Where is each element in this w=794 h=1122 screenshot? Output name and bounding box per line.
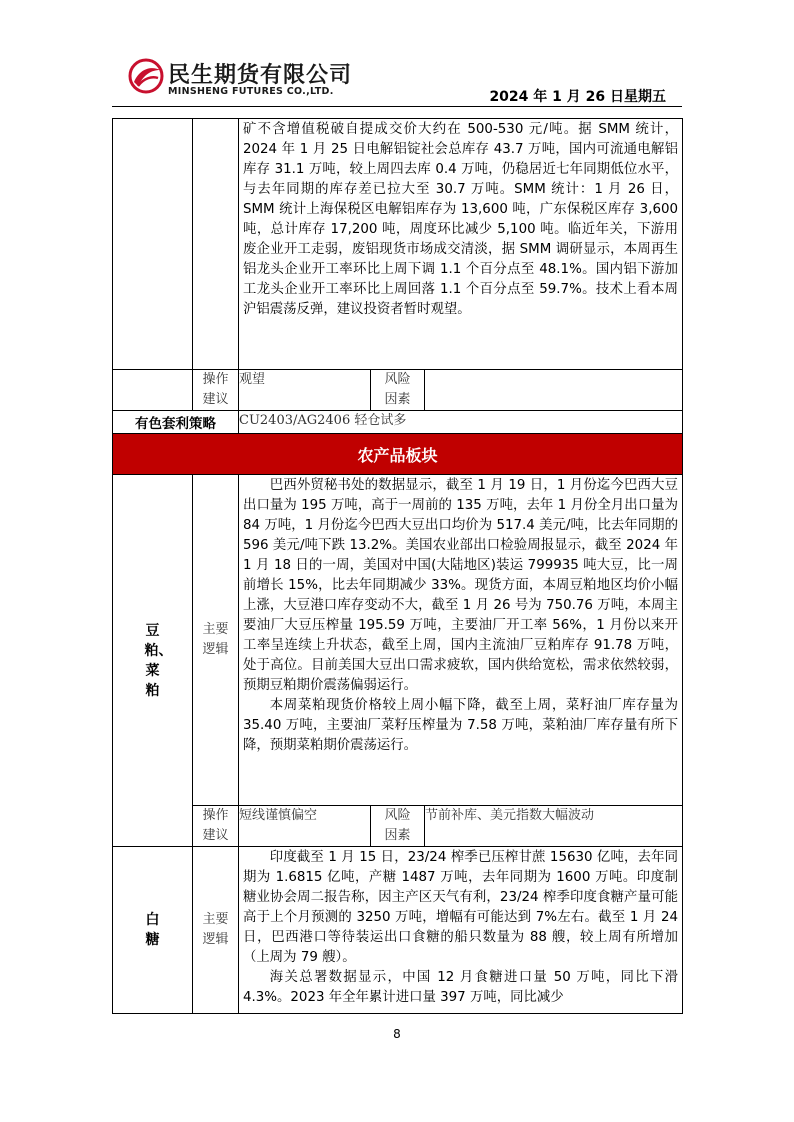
sugar-logic-row xyxy=(113,847,683,1014)
aluminium-logic-text: 矿不含增值税破自提成交价大约在 500-530 元/吨。据 SMM 统计，2024 年 1 月 25 日电解铝锭社会总库存 43.7 万吨，国内可流通电解铝库存 31.1 万吨，较上周四去库 0.4 万吨，仍稳居近七年同期低位水平，与去年同期的库存差已拉大至 30.7 万吨。SMM 统计：1 月 26 日，SMM 统计上海保税区电解铝库存为 13,600 吨，广东保税区库存 3,600 吨，总计库存 17,200 吨，周度环比减少 5,100 吨。临近年关，下游用废企业开工走弱，废铝现货市场成交清淡，据 SMM 调研显示，本周再生铝龙头企业开工率环比上周下调 1.1 个百分点至 48.1%。国内铝下游加工龙头企业开工率环比上周回落 1.1 个百分点至 59.7%。技术上看本周沪铝震荡反弹，建议投资者暂时观望。 xyxy=(243,122,679,317)
sugar-para-2: 海关总署数据显示，中国 12 月食糖进口量 50 万吨，同比下滑 4.3%。2023 年全年累计进口量 397 万吨，同比减少 xyxy=(243,970,679,1005)
risk-value xyxy=(425,370,683,411)
commodity-sugar: 白糖 xyxy=(113,847,193,1014)
commodity-soymeal: 豆粕、菜粕 xyxy=(113,475,193,847)
page-number: 8 xyxy=(393,1027,401,1041)
logic-label: 主要逻辑 xyxy=(193,847,239,1014)
aluminium-logic-row xyxy=(113,119,683,370)
soymeal-logic-cell xyxy=(239,475,683,806)
company-name-cn: 民生期货有限公司 xyxy=(168,63,353,88)
soymeal-logic-row xyxy=(113,475,683,806)
minsheng-logo-icon xyxy=(128,58,164,94)
sugar-logic-cell xyxy=(239,847,683,1014)
logic-label-cell-empty xyxy=(193,119,239,370)
risk-value: 节前补库、美元指数大幅波动 xyxy=(425,806,683,847)
commodity-cell-empty xyxy=(113,370,193,411)
sugar-para-1: 印度截至 1 月 15 日，23/24 榨季已压榨甘蔗 15630 亿吨，去年同期为 1.6815 亿吨，产糖 1487 万吨，去年同期为 1600 万吨。印度制糖业协会周二报告称，因主产区天气有利，23/24 榨季印度食糖产量可能高于上个月预测的 3250 万吨，增幅有可能达到 7%左右。截至 1 月 24 日，巴西港口等待装运出口食糖的船只数量为 88 艘，较上周有所增加（上周为 79 艘）。 xyxy=(243,850,679,965)
header-divider xyxy=(112,106,682,107)
page-header xyxy=(0,0,794,110)
report-date: 2024 年 1 月 26 日星期五 xyxy=(489,89,666,105)
commodity-cell-empty xyxy=(113,119,193,370)
op-value: 短线谨慎偏空 xyxy=(239,806,371,847)
aluminium-logic-cell xyxy=(239,119,683,370)
soymeal-para-2: 本周菜粕现货价格较上周小幅下降，截至上周，菜籽油厂库存量为 35.40 万吨，主要油厂菜籽压榨量为 7.58 万吨，菜粕油厂库存量有所下降，预期菜粕期价震荡运行。 xyxy=(243,698,679,753)
report-table xyxy=(112,118,683,1014)
section-title: 农产品板块 xyxy=(113,434,683,475)
arbitrage-value: CU2403/AG2406 轻仓试多 xyxy=(239,411,683,434)
risk-label: 风险因素 xyxy=(371,806,425,847)
soymeal-para-1: 巴西外贸秘书处的数据显示，截至 1 月 19 日，1 月份迄今巴西大豆出口量为 195 万吨，高于一周前的 135 万吨，去年 1 月份全月出口量为 84 万吨，1 月份迄今巴西大豆出口均价为 517.4 美元/吨，比去年同期的 596 美元/吨下跌 13.2%。美国农业部出口检验周报显示，截至 2024 年 1 月 18 日的一周，美国对中国(大陆地区)装运 799935 吨大豆，比一周前增长 15%，比去年同期减少 33%。现货方面，本周豆粕地区均价小幅上涨，大豆港口库存变动不大，截至 1 月 26 号为 750.76 万吨，本周主要油厂大豆压榨量 195.59 万吨，主要油厂开工率 56%，1 月份以来开工率呈连续上升状态，截至上周，国内主流油厂豆粕库存 91.78 万吨，处于高位。目前美国大豆出口需求疲软，国内供给宽松，需求依然较弱，预期豆粕期价震荡偏弱运行。 xyxy=(243,478,679,693)
arbitrage-row xyxy=(113,411,683,434)
op-value: 观望 xyxy=(239,370,371,411)
logic-label: 主要逻辑 xyxy=(193,475,239,806)
section-band-row xyxy=(113,434,683,475)
op-label: 操作建议 xyxy=(193,370,239,411)
risk-label: 风险因素 xyxy=(371,370,425,411)
aluminium-op-row xyxy=(113,370,683,411)
op-label: 操作建议 xyxy=(193,806,239,847)
soymeal-op-row xyxy=(113,806,683,847)
company-name-en: MINSHENG FUTURES CO.,LTD. xyxy=(168,86,334,97)
arbitrage-label: 有色套利策略 xyxy=(113,411,239,434)
